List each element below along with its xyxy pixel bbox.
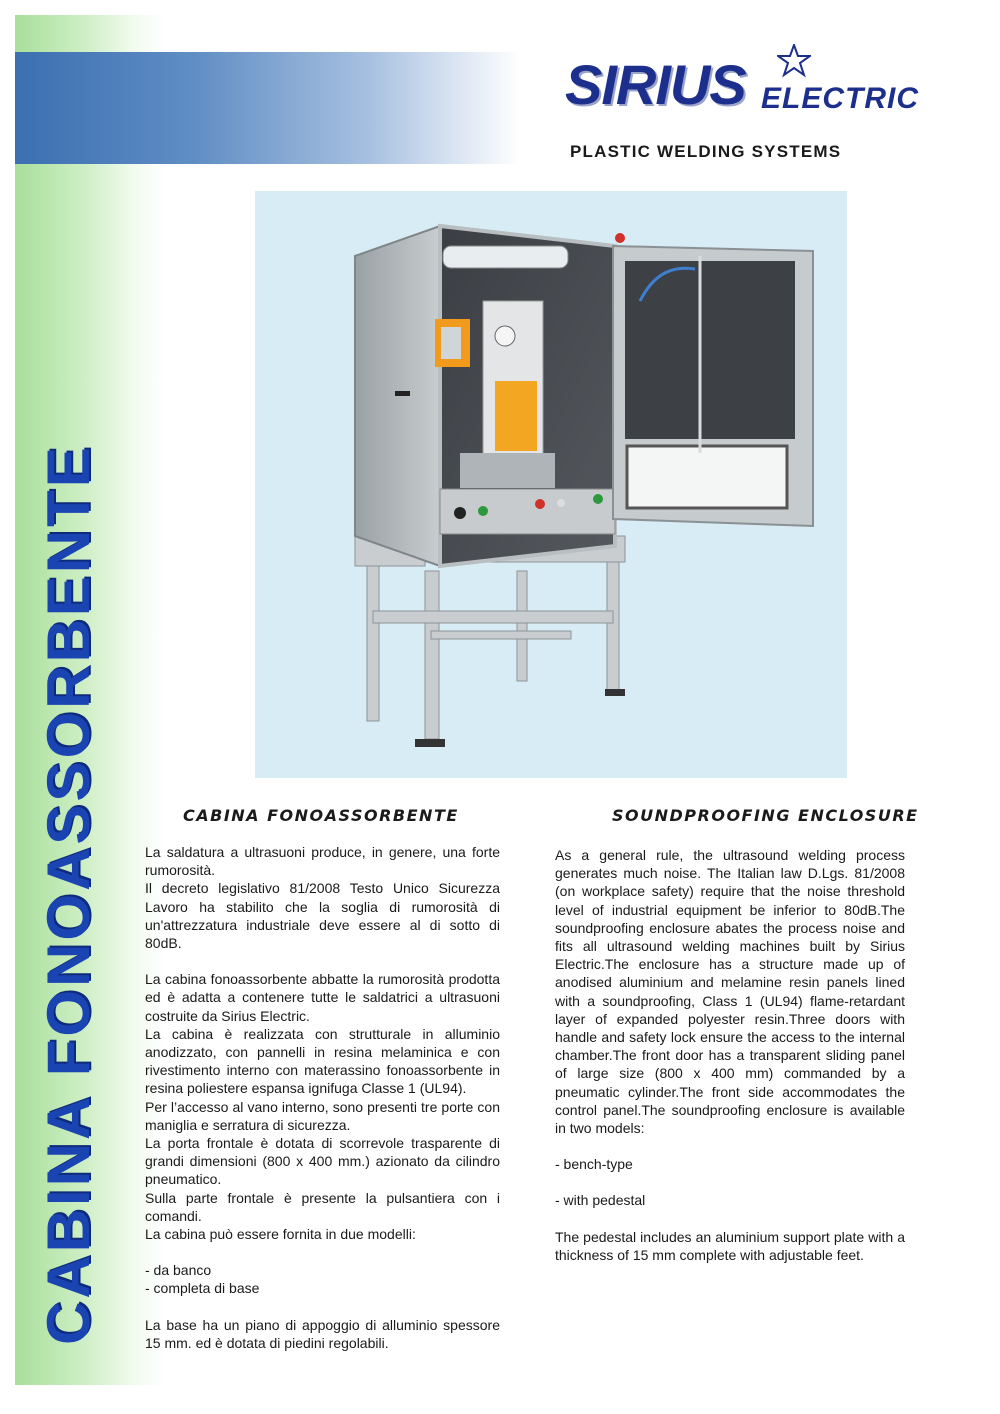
green-button-right (593, 494, 603, 504)
pressure-gauge (495, 326, 515, 346)
english-text-column (555, 846, 905, 1264)
italian-paragraph: Sulla parte frontale è presente la pulsantiera con i comandi. (145, 1189, 500, 1224)
enclosure-illustration (255, 191, 847, 778)
italian-list-item: - completa di base (145, 1280, 260, 1297)
base-frame (355, 536, 625, 739)
welder-head (495, 381, 537, 451)
foot-left (415, 739, 445, 747)
product-photo (255, 191, 847, 778)
italian-paragraph: La cabina è realizzata con strutturale in alluminio anodizzato, con pannelli in resina melaminica e con rivestimento interno con materassino fonoassorbente in resina poliestere espansa ignifuga Classe 1 (UL94). (145, 1025, 500, 1097)
italian-paragraph: Il decreto legislativo 81/2008 Testo Unico Sicurezza Lavoro ha stabilito che la soglia di rumorosità di un'attrezzatura industriale deve essere al di sotto di 80dB. (145, 880, 500, 952)
logo-brand: SIRIUS (565, 53, 746, 116)
italian-list-item: - da banco (145, 1262, 212, 1279)
italian-paragraph: La base ha un piano di appoggio di alluminio spessore 15 mm. ed è dotata di piedini regolabili. (145, 1316, 500, 1351)
header-blue-band (15, 52, 520, 164)
english-heading: SOUNDPROOFING ENCLOSURE (612, 806, 919, 825)
english-list-item: - with pedestal (555, 1192, 646, 1209)
selector-knob (454, 507, 466, 519)
company-logo (565, 52, 945, 162)
white-button (557, 499, 565, 507)
italian-heading: CABINA FONOASSORBENTE (183, 806, 459, 825)
green-button (478, 506, 488, 516)
front-control-panel (440, 489, 615, 534)
door-window (627, 446, 787, 508)
star-icon (777, 44, 811, 78)
italian-paragraph: La cabina può essere fornita in due modelli: (145, 1226, 416, 1243)
english-list-item: - bench-type (555, 1156, 633, 1173)
italian-paragraph: La saldatura a ultrasuoni produce, in genere, una forte rumorosità. (145, 844, 500, 879)
vertical-title: CABINA FONOASSORBENTE (35, 444, 102, 1345)
keypad (441, 327, 461, 359)
italian-paragraph: Per l’accesso al vano interno, sono presenti tre porte con maniglia e serratura di sicurezza. (145, 1098, 500, 1133)
door-handle (395, 391, 410, 396)
door-sound-panel (625, 261, 795, 439)
italian-paragraph: La porta frontale è dotata di scorrevole trasparente di grandi dimensioni (800 x 400 mm.) azionato da cilindro pneumatico. (145, 1135, 500, 1188)
logo-brand-suffix: ELECTRIC (761, 82, 919, 115)
foot-right (605, 689, 625, 696)
lamp (443, 246, 568, 268)
italian-paragraph: La cabina fonoassorbente abbatte la rumorosità prodotta ed è adatta a contenere tutte le saldatrici a ultrasuoni costruite da Sirius Electric. (145, 971, 500, 1024)
warning-lamp (615, 233, 625, 243)
english-paragraph: The pedestal includes an aluminium support plate with a thickness of 15 mm complete with adjustable feet. (555, 1228, 905, 1263)
logo-tagline: PLASTIC WELDING SYSTEMS (570, 142, 842, 161)
welder-table (460, 453, 555, 488)
italian-text-column (145, 843, 500, 1352)
english-paragraph: As a general rule, the ultrasound welding process generates much noise. The Italian law D.Lgs. 81/2008 (on workplace safety) require that the noise threshold level of industrial equipment be inferior to 80dB.The soundproofing enclosure abates the process noise and fits all ultrasound welding machines built by Sirius Electric.The enclosure has a structure made up of anodised aluminium and melamine resin panels lined with a soundproofing, Class 1 (UL94) flame-retardant layer of expanded polyester resin.Three doors with handle and safety lock ensure the access to the internal chamber.The front door has a transparent sliding panel of large size (800 x 400 mm) commanded by a pneumatic cylinder.The front side accommodates the control panel.The soundproofing enclosure is available in two models: (555, 847, 905, 1137)
emergency-stop-button (535, 499, 545, 509)
